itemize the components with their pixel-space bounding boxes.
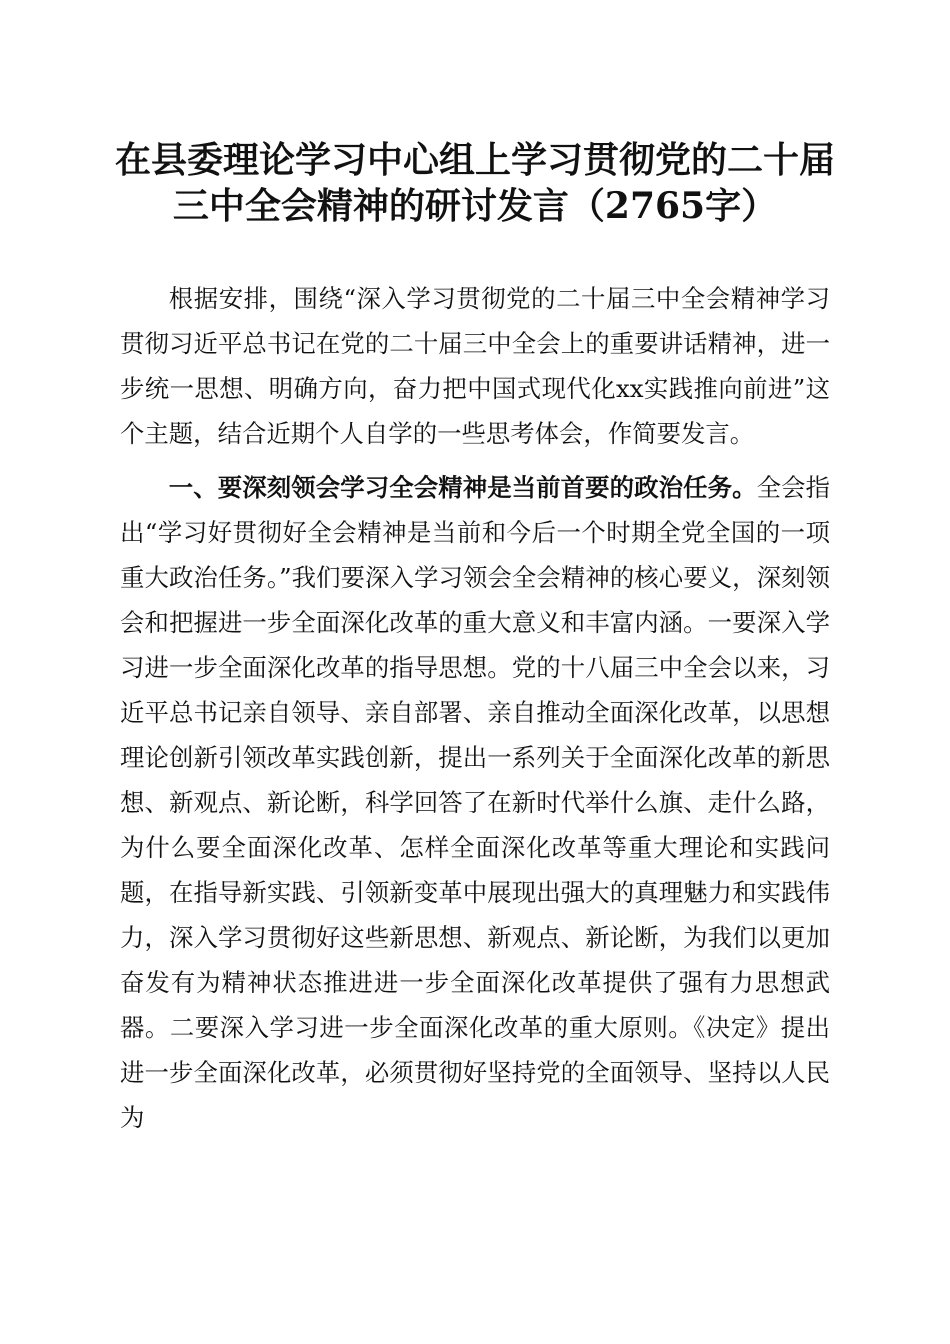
document-title-line-2: 三中全会精神的研讨发言（2765字） [172, 185, 778, 227]
paragraph-intro [120, 276, 830, 456]
paragraph-intro-text: 根据安排，围绕“深入学习贯彻党的二十届三中全会精神学习贯彻习近平总书记在党的二十届三中全会上的重要讲话精神，进一步统一思想、明确方向，奋力把中国式现代化xx实践推向前进”这个主题，结合近期个人自学的一些思考体会，作简要发言。 [120, 284, 830, 448]
document-title-line-1: 在县委理论学习中心组上学习贯彻党的二十届 [114, 139, 835, 181]
paragraph-section-1 [120, 465, 830, 1140]
section-1-heading: 一、要深刻领会学习全会精神是当前首要的政治任务。 [168, 473, 757, 502]
document-body [120, 276, 830, 1140]
section-1-text: 全会指出“学习好贯彻好全会精神是当前和今后一个时期全党全国的一项重大政治任务。”我们要深入学习领会全会精神的核心要义，深刻领会和把握进一步全面深化改革的重大意义和丰富内涵。一要深入学习进一步全面深化改革的指导思想。党的十八届三中全会以来，习近平总书记亲自领导、亲自部署、亲自推动全面深化改革，以思想理论创新引领改革实践创新，提出一系列关于全面深化改革的新思想、新观点、新论断，科学回答了在新时代举什么旗、走什么路，为什么要全面深化改革、怎样全面深化改革等重大理论和实践问题，在指导新实践、引领新变革中展现出强大的真理魅力和实践伟力，深入学习贯彻好这些新思想、新观点、新论断，为我们以更加奋发有为精神状态推进进一步全面深化改革提供了强有力思想武器。二要深入学习进一步全面深化改革的重大原则。《决定》提出进一步全面深化改革，必须贯彻好坚持党的全面领导、坚持以人民为 [120, 473, 830, 1132]
